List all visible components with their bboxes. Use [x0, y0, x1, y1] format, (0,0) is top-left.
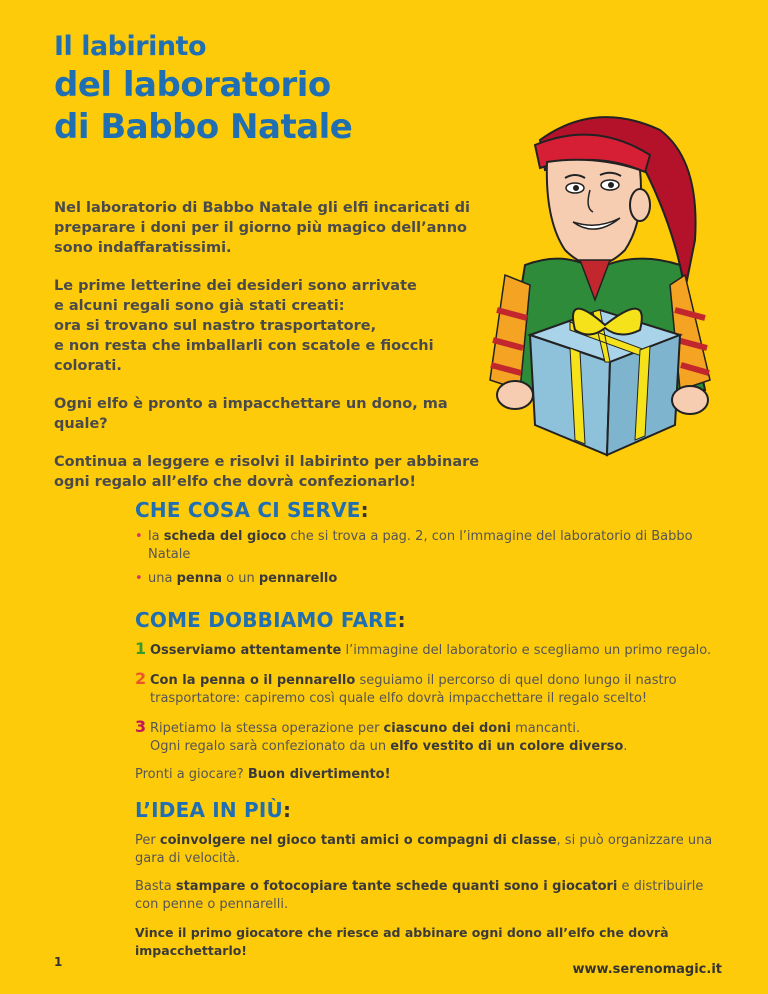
intro-paragraph-3: Ogni elfo è pronto a impacchettare un dono, ma quale? [54, 396, 448, 432]
elf-illustration [485, 100, 715, 470]
section-heading: COME DOBBIAMO FARE: [135, 608, 406, 632]
intro-paragraph-4: Continua a leggere e risolvi il labirinto per abbinare ogni regalo all’elfo che dovrà confezionarlo! [54, 454, 480, 490]
idea-paragraph-3: Vince il primo giocatore che riesce ad abbinare ogni dono all’elfo che dovrà impacchettarlo! [135, 925, 669, 958]
step-number: 3 [135, 717, 147, 736]
intro-text [54, 198, 494, 510]
bullet-icon: • [135, 571, 143, 586]
step-number: 2 [135, 669, 147, 688]
title-line-2: del laboratorio [54, 65, 331, 105]
section-what-we-need [135, 498, 725, 588]
title-line-1: Il labirinto [54, 31, 207, 62]
step-2: 2 Con la penna o il pennarello seguiamo il percorso di quel dono lungo il nastro trasportatore: capiremo così quale elfo dovrà impacchettare il regalo scelto! [135, 669, 677, 706]
step-1: 1 Osserviamo attentamente l’immagine del laboratorio e scegliamo un primo regalo. [135, 639, 712, 658]
step-number: 1 [135, 639, 147, 658]
page-title [54, 30, 352, 148]
intro-paragraph-1: Nel laboratorio di Babbo Natale gli elfi incaricati di preparare i doni per il giorno più magico dell’anno sono indaffaratissimi. [54, 200, 470, 256]
section-heading: CHE COSA CI SERVE: [135, 498, 369, 522]
idea-paragraph-2: Basta stampare o fotocopiare tante schede quanti sono i giocatori e distribuirle con penne o pennarelli. [135, 879, 704, 912]
page-number: 1 [54, 955, 63, 969]
section-how-to [135, 608, 725, 784]
section-heading: L’IDEA IN PIÙ: [135, 798, 292, 822]
website-link[interactable]: www.serenomagic.it [572, 962, 722, 977]
section-extra-idea [135, 798, 725, 960]
step-3: 3 Ripetiamo la stessa operazione per ciascuno dei doni mancanti. Ogni regalo sarà confezionato da un elfo vestito di un colore diverso. [135, 717, 628, 754]
intro-paragraph-2: Le prime letterine dei desideri sono arrivate e alcuni regali sono già stati creati: ora si trovano sul nastro trasportatore, e non resta che imballarli con scatole e fiocchi colorati. [54, 278, 434, 374]
list-item: • una penna o un pennarello [135, 571, 338, 586]
bullet-icon: • [135, 529, 143, 544]
idea-paragraph-1: Per coinvolgere nel gioco tanti amici o compagni di classe, si può organizzare una gara di velocità. [135, 833, 713, 866]
closing-text: Pronti a giocare? Buon divertimento! [135, 767, 391, 782]
title-line-3: di Babbo Natale [54, 107, 353, 147]
list-item: • la scheda del gioco che si trova a pag. 2, con l’immagine del laboratorio di Babbo Natale [135, 529, 693, 562]
